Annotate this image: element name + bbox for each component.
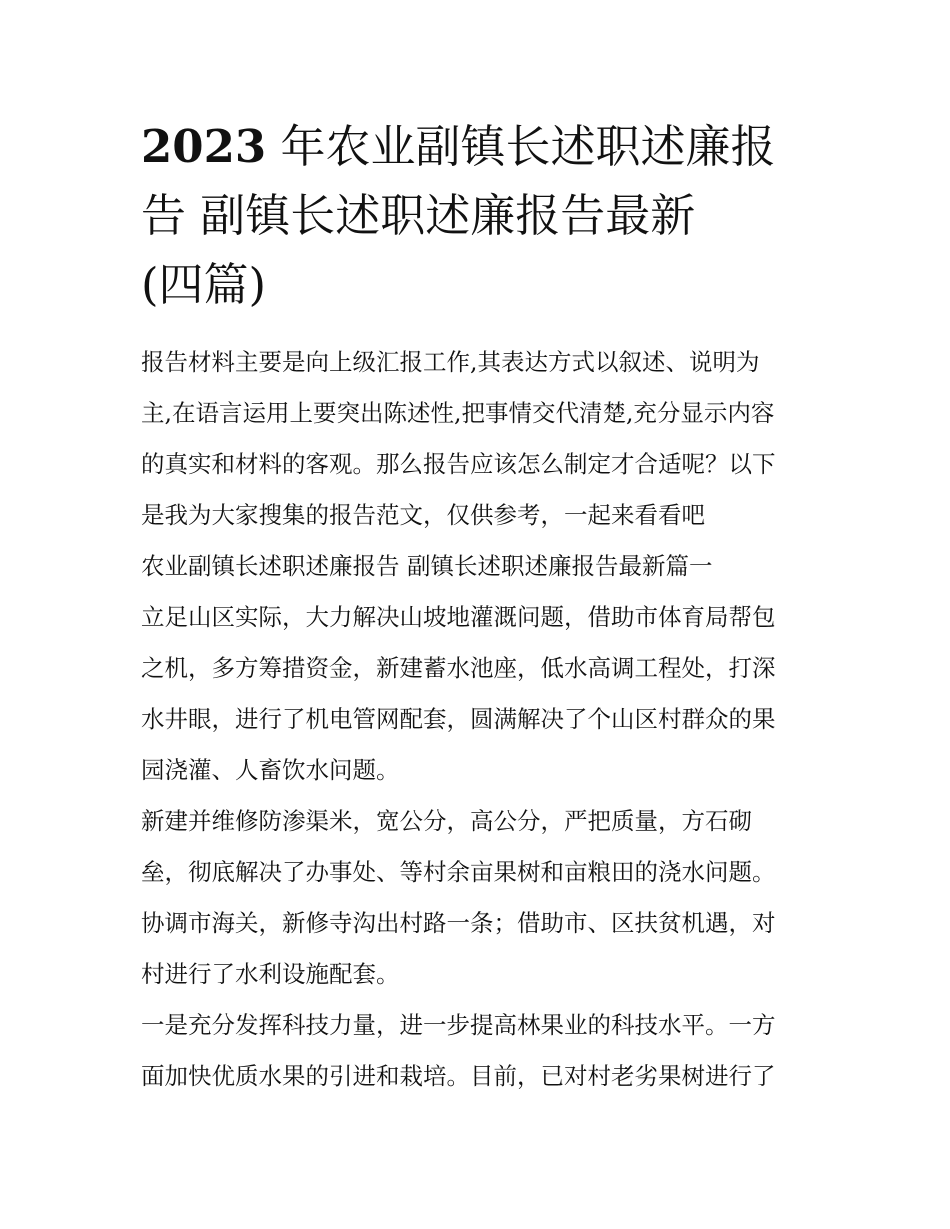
body-line: 协调市海关，新修寺沟出村路一条；借助市、区扶贫机遇，对 — [141, 909, 776, 937]
body-line: 垒，彻底解决了办事处、等村余亩果树和亩粮田的浇水问题。 — [141, 858, 776, 886]
body-line: 报告材料主要是向上级汇报工作,其表达方式以叙述、说明为 — [141, 348, 760, 376]
body-line: 之机，多方筹措资金，新建蓄水池座，低水高调工程处，打深 — [141, 654, 776, 682]
document-title — [141, 112, 817, 319]
body-line: 园浇灌、人畜饮水问题。 — [141, 756, 400, 784]
body-line: 面加快优质水果的引进和栽培。目前，已对村老劣果树进行了 — [141, 1062, 776, 1090]
body-line: 村进行了水利设施配套。 — [141, 960, 400, 988]
title-line — [141, 112, 817, 181]
title-year: 2023 — [141, 120, 267, 173]
body-line: 一是充分发挥科技力量，进一步提高林果业的科技水平。一方 — [141, 1011, 776, 1039]
body-line: 是我为大家搜集的报告范文，仅供参考，一起来看看吧 — [141, 501, 705, 529]
document-body — [141, 337, 817, 1102]
title-line: 告 副镇长述职述廉报告最新 — [141, 189, 696, 242]
title-line: (四篇) — [141, 258, 267, 311]
body-line: 主,在语言运用上要突出陈述性,把事情交代清楚,充分显示内容 — [141, 399, 775, 427]
body-line: 水井眼，进行了机电管网配套，圆满解决了个山区村群众的果 — [141, 705, 776, 733]
section-heading: 农业副镇长述职述廉报告 副镇长述职述廉报告最新篇一 — [141, 552, 713, 580]
body-line: 的真实和材料的客观。那么报告应该怎么制定才合适呢？以下 — [141, 450, 776, 478]
title-line-1-rest: 年农业副镇长述职述廉报 — [266, 120, 776, 173]
body-line: 立足山区实际，大力解决山坡地灌溉问题，借助市体育局帮包 — [141, 603, 776, 631]
document-page — [141, 112, 817, 1102]
body-line: 新建并维修防渗渠米，宽公分，高公分，严把质量，方石砌 — [141, 807, 752, 835]
